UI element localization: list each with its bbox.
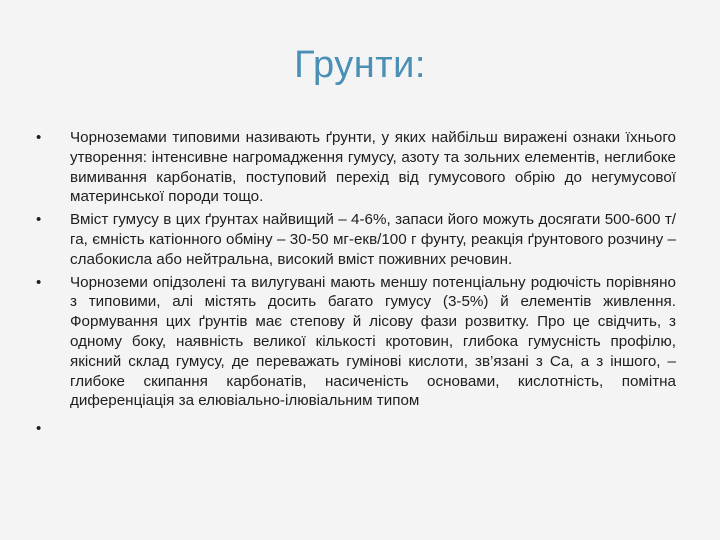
bullet-text-3: Чорноземи опідзолені та вилугувані мають меншу потенціальну родючість порівняно з типовими, алі містять досить багато гумусу (3-5%) й елементів живлення. Формування цих ґрунтів має степову й лісову фази розвитку. Про це свідчить, з одному боку, наявність великої кількості кротовин, глибока гумусність профілю, якісний склад гумусу, де переважать гумінові кислоти, зв’язані з Са, а з іншого, – глибоке скипання карбонатів, насиченість основами, кислотність, помітна диференціація за елювіально-ілювіальним типом — [70, 273, 676, 410]
bullet-item-2 — [36, 210, 676, 269]
bullet-list — [36, 128, 676, 442]
bullet-item-1 — [36, 128, 676, 207]
bullet-dot-icon: • — [36, 420, 42, 438]
slide-title: Грунти: — [294, 44, 426, 86]
bullet-dot-icon: • — [36, 273, 42, 291]
bullet-item-empty — [36, 419, 676, 439]
bullet-text-2: Вміст гумусу в цих ґрунтах найвищий – 4-6%, запаси його можуть досягати 500-600 т/га, ємність катіонного обміну – 30-50 мг-екв/100 г фунту, реакція ґрунтового розчину – слабокисла або нейтральна, високий вміст поживних речовин. — [70, 211, 676, 268]
bullet-dot-icon: • — [36, 211, 42, 229]
bullet-dot-icon: • — [36, 129, 42, 146]
bullet-item-3 — [36, 273, 676, 412]
bullet-text-1: Чорноземами типовими називають ґрунти, у яких найбільш виражені ознаки їхнього утворення: інтенсивне нагромадження гумусу, азоту та зольних елементів, неглибоке вимивання карбонатів, поступовий перехід від гумусового обрію до негумусової материнської породи тощо. — [70, 129, 676, 206]
